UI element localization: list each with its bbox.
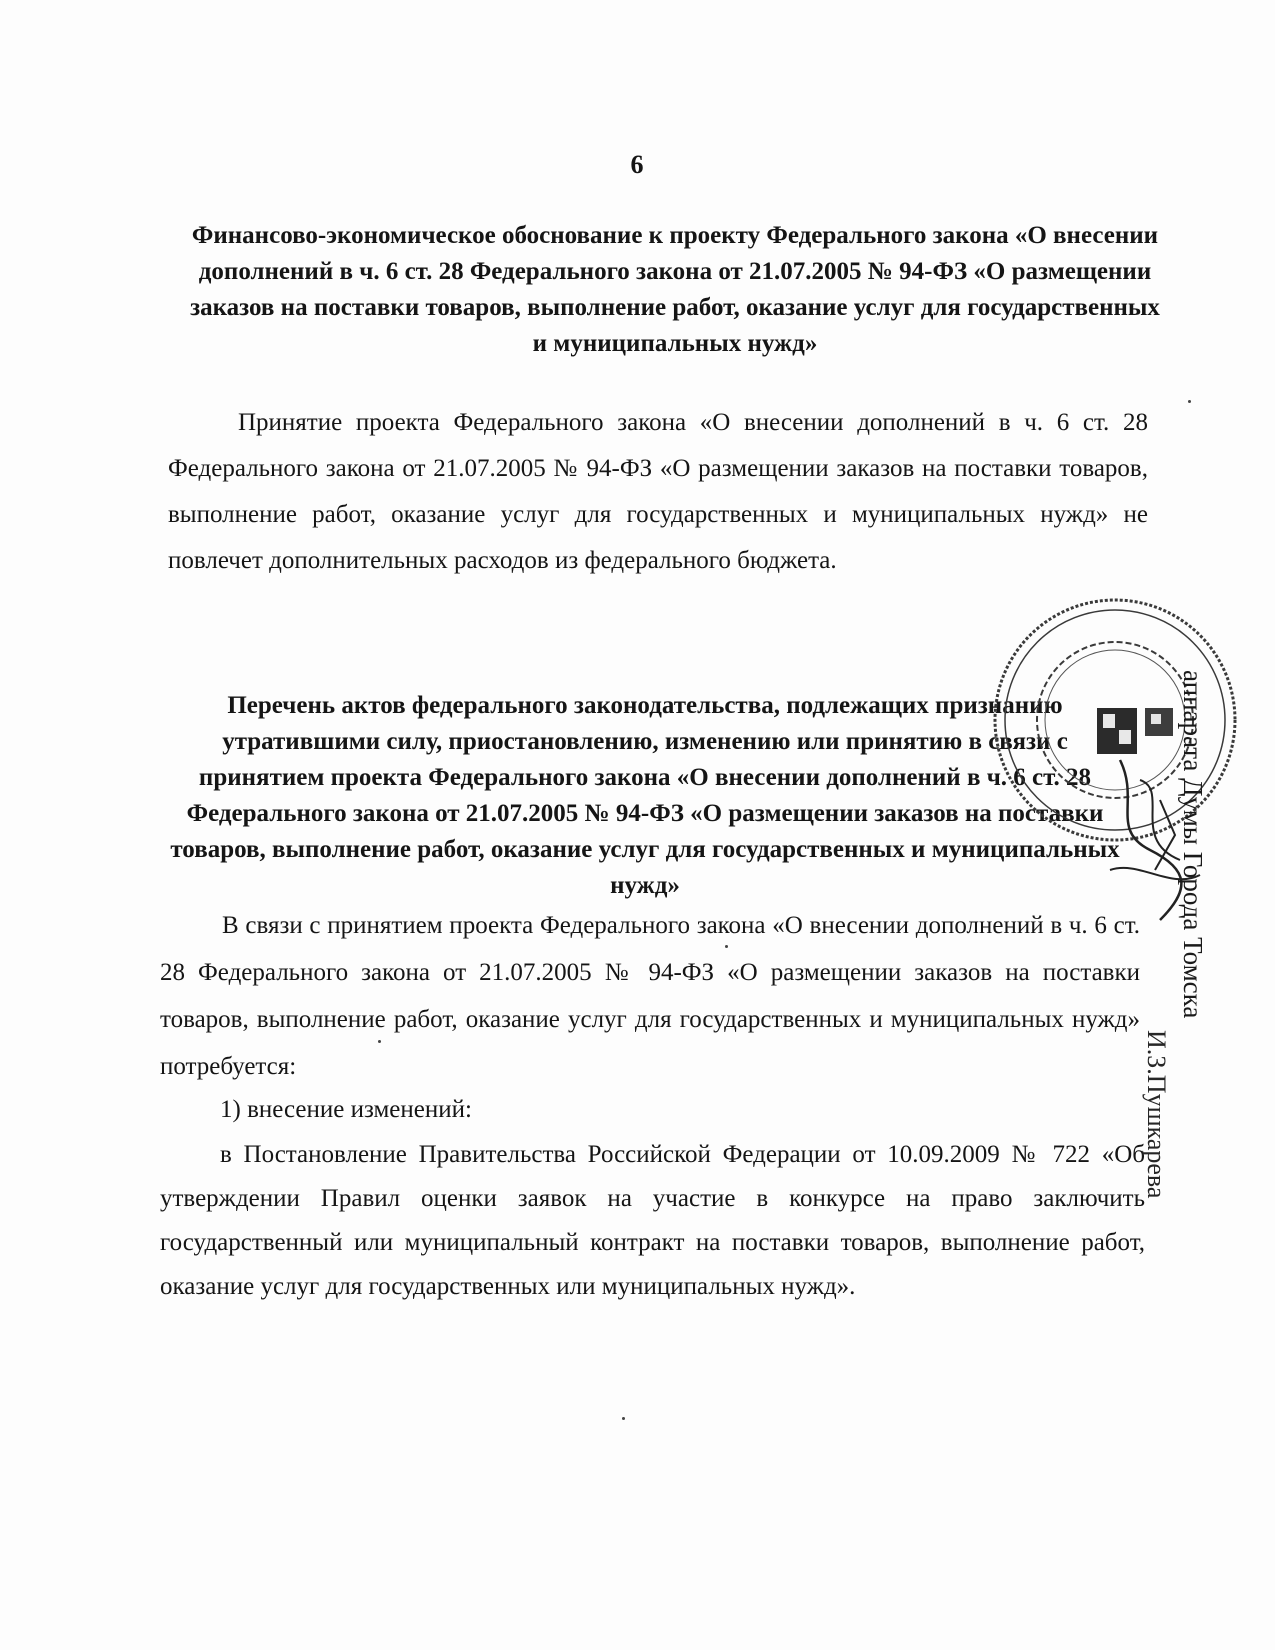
section-title-financial-justification: Финансово-экономическое обоснование к проекту Федерального закона «О внесении дополнений в ч. 6 ст. 28 Федерального закона от 21.07.2005 № 94-ФЗ «О размещении заказов на поставки товаров, выполнение работ, оказание услуг для государственных и муниципальных нужд» bbox=[190, 222, 1160, 357]
scan-speck bbox=[1188, 400, 1191, 403]
certifier-name: И.З.Пушкарева bbox=[1142, 1030, 1171, 1199]
financial-justification-paragraph: Принятие проекта Федерального закона «О внесении дополнений в ч. 6 ст. 28 Федерального закона от 21.07.2005 № 94-ФЗ «О размещении заказов на поставки товаров, выполнение работ, оказание услуг для государственных и муниципальных нужд» не повлечет дополнительных расходов из федерального бюджета. bbox=[168, 409, 1148, 574]
scan-speck bbox=[725, 945, 728, 948]
page-number: 6 bbox=[630, 150, 645, 179]
acts-list-intro-paragraph: В связи с принятием проекта Федерального закона «О внесении дополнений в ч. 6 ст. 28 Федерального закона от 21.07.2005 № 94-ФЗ «О размещении заказов на поставки товаров, выполнение работ, оказание услуг для государственных и муниципальных нужд» потребуется: bbox=[160, 912, 1140, 1080]
scan-speck bbox=[622, 1417, 625, 1420]
scan-speck bbox=[378, 1040, 381, 1043]
certification-text: аппарата Думы Города Томска bbox=[1178, 670, 1208, 1019]
list-item-1-heading: 1) внесение изменений: bbox=[220, 1096, 472, 1123]
list-item-1-text: в Постановление Правительства Российской Федерации от 10.09.2009 № 722 «Об утверждении Правил оценки заявок на участие в конкурсе на право заключить государственный или муниципальный контракт на поставки товаров, выполнение работ, оказание услуг для государственных или муниципальных нужд». bbox=[160, 1141, 1145, 1300]
section-title-acts-list: Перечень актов федерального законодательства, подлежащих признанию утратившими силу, приостановлению, изменению или принятию в связи с принятием проекта Федерального закона «О внесении дополнений в ч. 6 ст. 28 Федерального закона от 21.07.2005 № 94-ФЗ «О размещении заказов на поставки товаров, выполнение работ, оказание услуг для государственных и муниципальных нужд» bbox=[170, 692, 1120, 899]
